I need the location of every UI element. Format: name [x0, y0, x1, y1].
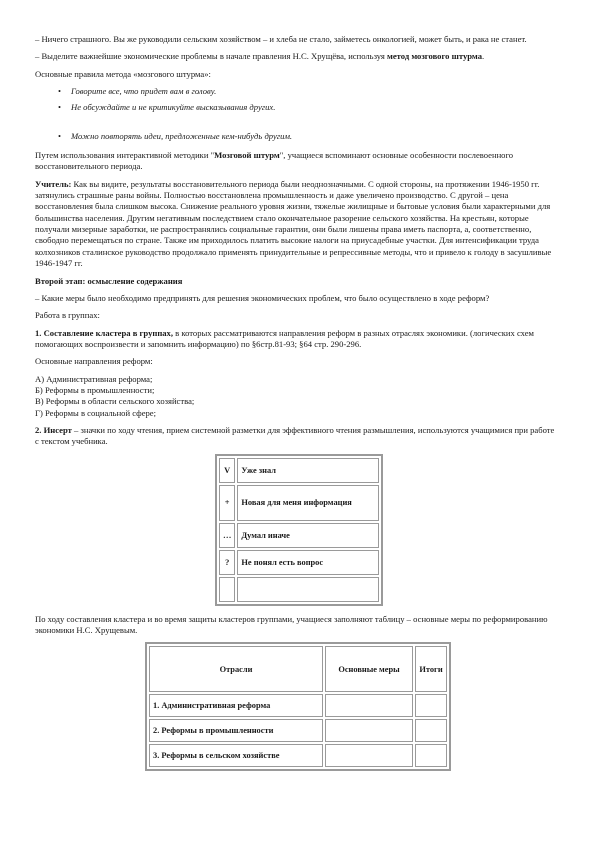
measures-cell [325, 719, 413, 742]
table-instructions: По ходу составления кластера и во время защиты кластеров группами, учащиеся заполняют таблицу – основные меры по реформированию экономики Н.С. Хрущевым. [35, 613, 548, 635]
table-row [149, 719, 447, 742]
brainstorm-task [35, 51, 560, 62]
table-row [219, 523, 379, 548]
rule-item: • Не обсуждайте и не критикуйте высказывания других. [71, 102, 560, 113]
insert-meaning: Уже знал [237, 458, 379, 483]
stage-question: – Какие меры было необходимо предпринять для решения экономических проблем, что было осуществлено в ходе реформ? [35, 292, 490, 303]
insert-task-title: 2. Инсерт [35, 424, 72, 435]
rule-item: • Можно повторять идеи, предложенные кем-нибудь другим. [71, 131, 560, 142]
directions-list [35, 374, 560, 419]
sector-cell: 1. Административная реформа [149, 694, 323, 717]
sector-cell: 2. Реформы в промышленности [149, 719, 323, 742]
insert-meaning: Новая для меня информация [237, 485, 379, 521]
insert-meaning: Не понял есть вопрос [237, 550, 379, 575]
method-description [35, 150, 560, 173]
method-description-start: Путем использования интерактивной методики " [35, 150, 215, 161]
table-row [219, 577, 379, 602]
teacher-text: Как вы видите, результаты восстановительного периода были неоднозначными. С одной стороны, на протяжении 1946-1950 гг. затянулись страшные раны войны. Полностью восстановлена промышленность и даже увеличено производство. С другой – цена восстановления была слишком высока. Снижение реального уровня жизни, тяжелые жилищные и бытовые условия были характерными для большинства населения. Другим негативным последствием стало окончательное разорение сельского хозяйства. На крестьян, которые получали мизерные заработки, не распространялись социальные гарантии, они были лишены права иметь паспорта, а, соответственно, свободно перемещаться по стране. Также им приходилось платить высокие налоги на приусадебные участки. Для интенсификации труда колхозников сталинское руководство продолжало применять принудительные и репрессивные методы, что и привело к голоду в засушливые 1946-1947 гг. [35, 178, 552, 269]
table-row [149, 694, 447, 717]
table-row [219, 458, 379, 483]
results-cell [415, 719, 447, 742]
dialogue-line-1: – Ничего страшного. Вы же руководили сельским хозяйством – и хлеба не стало, займетесь онкологией, может быть, и рака не станет. [35, 34, 527, 44]
column-header-sector: Отрасли [149, 646, 323, 692]
insert-meaning: Думал иначе [237, 523, 379, 548]
measures-cell [325, 744, 413, 767]
results-cell [415, 694, 447, 717]
reform-measures-table [145, 642, 451, 771]
insert-symbol [219, 577, 235, 602]
table-row [149, 744, 447, 767]
document-page [35, 34, 560, 771]
teacher-paragraph [35, 179, 560, 270]
direction-item: Г) Реформы в социальной сфере; [35, 407, 157, 418]
brainstorm-task-end: . [482, 51, 485, 62]
directions-heading: Основные направления реформ: [35, 356, 153, 367]
results-cell [415, 744, 447, 767]
stage-heading-text: Второй этап: осмысление содержания [35, 275, 183, 286]
insert-symbols-table [215, 454, 383, 606]
sector-cell: 3. Реформы в сельском хозяйстве [149, 744, 323, 767]
brainstorm-method-name: метод мозгового штурма [387, 51, 482, 62]
direction-item: А) Административная реформа; [35, 373, 153, 384]
cluster-task-text: в которых рассматриваются направления реформ в разных отраслях экономики. (логических схем помогающих воспроизвести и запомнить информацию) по §6стр.81-93; §64 стр. 290-296. [35, 327, 534, 349]
teacher-label: Учитель: [35, 178, 72, 189]
stage-heading [35, 276, 560, 287]
insert-meaning [237, 577, 379, 602]
rules-list [35, 86, 560, 142]
table-row [219, 550, 379, 575]
cluster-task [35, 328, 560, 351]
insert-symbol: … [219, 523, 235, 548]
method-description-end: ", учащиеся вспоминают основные особенности послевоенного восстановительного периода. [35, 150, 514, 172]
rules-heading: Основные правила метода «мозгового штурма»: [35, 68, 211, 79]
insert-task [35, 425, 560, 448]
cluster-task-title: 1. Составление кластера в группах, [35, 327, 174, 338]
table-header-row [149, 646, 447, 692]
insert-symbol: V [219, 458, 235, 483]
table-row [219, 485, 379, 521]
insert-task-text: – значки по ходу чтения, прием системной разметки для эффективного чтения размышления, используются учащимися при работе с текстом учебника. [35, 424, 555, 447]
measures-cell [325, 694, 413, 717]
method-title: Мозговой штурм [214, 150, 280, 161]
brainstorm-task-text: – Выделите важнейшие экономические проблемы в начале правления Н.С. Хрущёва, используя [35, 51, 387, 62]
insert-symbol: + [219, 485, 235, 521]
column-header-results: Итоги [415, 646, 447, 692]
rule-item: • Говорите все, что придет вам в голову. [71, 86, 560, 97]
column-header-measures: Основные меры [325, 646, 413, 692]
direction-item: В) Реформы в области сельского хозяйства; [35, 396, 195, 407]
group-work-label: Работа в группах: [35, 310, 100, 321]
direction-item: Б) Реформы в промышленности; [35, 384, 155, 395]
insert-symbol: ? [219, 550, 235, 575]
